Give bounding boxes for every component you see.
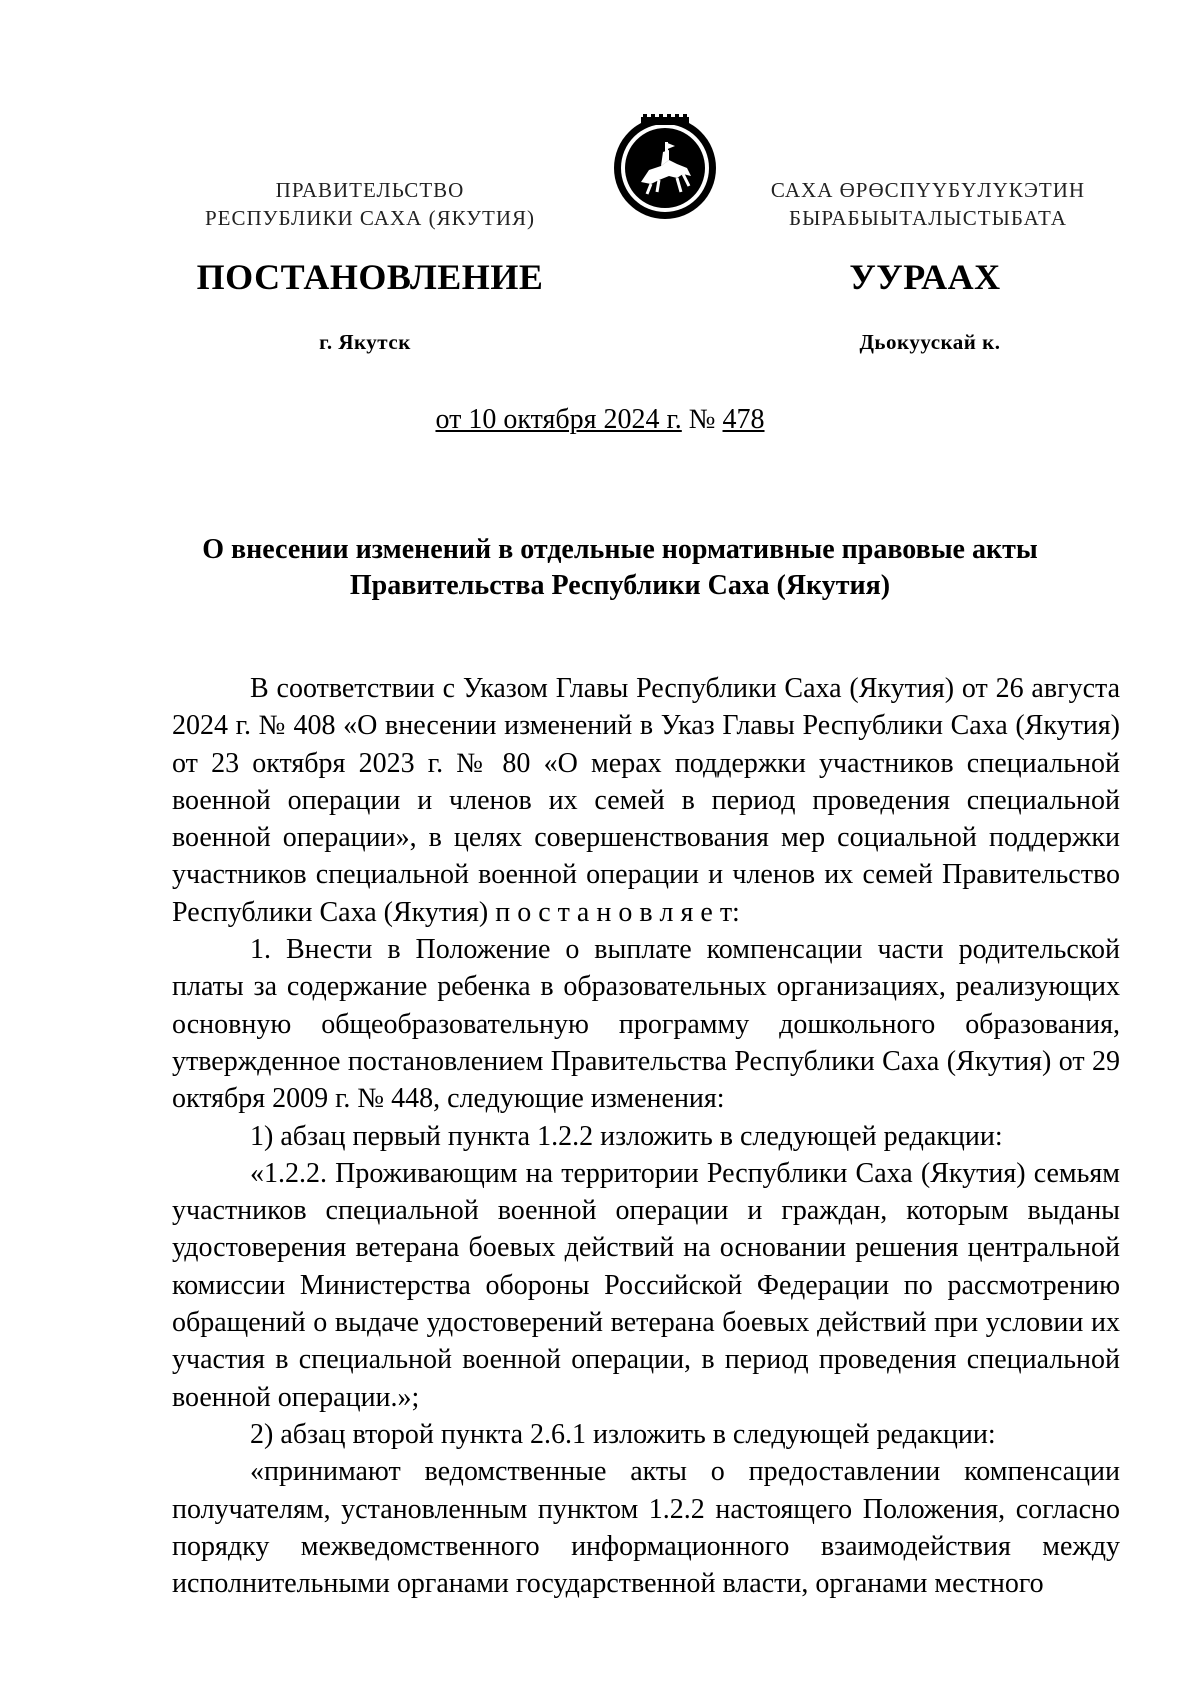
header-right-line2: БЫРАБЫЫТАЛЫСТЫБАТА — [789, 206, 1067, 230]
resolution-title-ru: ПОСТАНОВЛЕНИЕ — [196, 257, 544, 297]
date-number-line — [0, 404, 1200, 436]
header-left-line2: РЕСПУБЛИКИ САХА (ЯКУТИЯ) — [204, 206, 536, 230]
document-date: от 10 октября 2024 г. — [435, 404, 682, 435]
header-right — [708, 176, 1148, 232]
header-left — [150, 176, 590, 232]
body-paragraph: 1) абзац первый пункта 1.2.2 изложить в следующей редакции: — [250, 1120, 1003, 1152]
body-paragraph: 2) абзац второй пункта 2.6.1 изложить в следующей редакции: — [250, 1418, 996, 1450]
document-body — [172, 670, 1120, 1602]
body-paragraph: «1.2.2. Проживающим на территории Республики Саха (Якутия) семьям участников специальной военной операции и граждан, которым выданы удостоверения ветерана боевых действий на основании решения центральной комиссии Министерства обороны Российской Федерации по рассмотрению обращений о выдаче удостоверений ветерана боевых действий при условии их участия в специальной военной операции, в период проведения специальной военной операции.»; — [172, 1157, 1120, 1413]
city-sah: Дьокуускай к. — [859, 330, 1001, 354]
header-left-line1: ПРАВИТЕЛЬСТВО — [275, 178, 465, 202]
number-label: № — [688, 404, 716, 435]
body-paragraph: «принимают ведомственные акты о предоставлении компенсации получателям, установленным пунктом 1.2.2 настоящего Положения, согласно порядку межведомственного информационного взаимодействия между исполнительными органами государственной власти, органами местного — [172, 1456, 1120, 1600]
city-ru: г. Якутск — [319, 330, 411, 354]
document-number: 478 — [722, 404, 765, 435]
republic-sakha-emblem-icon — [611, 114, 719, 222]
document-title-line1: О внесении изменений в отдельные нормативные правовые акты — [202, 534, 1038, 565]
document-title — [170, 532, 1070, 604]
body-paragraph: 1. Внести в Положение о выплате компенсации части родительской платы за содержание ребенка в образовательных организациях, реализующих основную общеобразовательную программу дошкольного образования, утвержденное постановлением Правительства Республики Саха (Якутия) от 29 октября 2009 г. № 448, следующие изменения: — [172, 934, 1120, 1115]
resolution-title-sah: УУРААХ — [849, 257, 1001, 297]
body-paragraph: В соответствии с Указом Главы Республики Саха (Якутия) от 26 августа 2024 г. № 408 «О внесении изменений в Указ Главы Республики Саха (Якутия) от 23 октября 2023 г. № 80 «О мерах поддержки участников специальной военной операции и членов их семей в период проведения специальной военной операции», в целях совершенствования мер социальной поддержки участников специальной военной операции и членов их семей Правительство Республики Саха (Якутия) п о с т а н о в л я е т: — [172, 673, 1120, 928]
document-title-line2: Правительства Республики Саха (Якутия) — [349, 570, 891, 601]
header-right-line1: САХА ӨРӨСПҮҮБҮЛҮКЭТИН — [770, 178, 1086, 202]
